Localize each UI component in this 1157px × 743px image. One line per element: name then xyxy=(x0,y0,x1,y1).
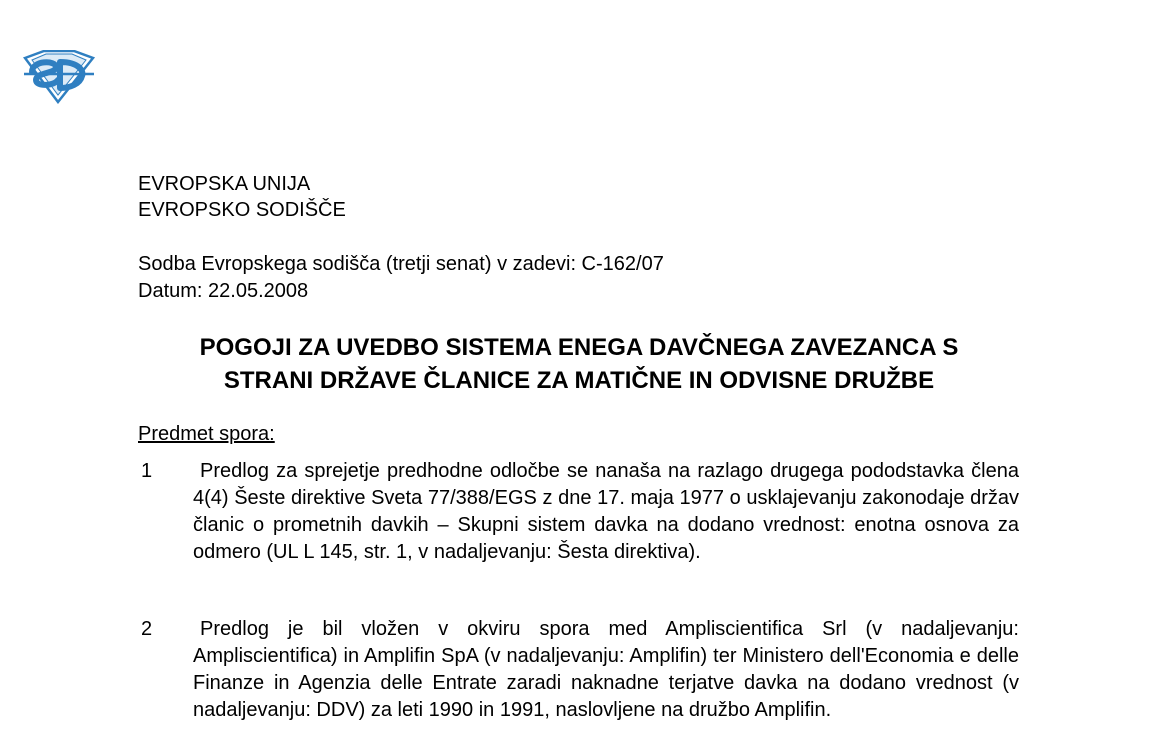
court-header xyxy=(138,171,346,223)
title-line-1: POGOJI ZA UVEDBO SISTEMA ENEGA DAVČNEGA ZAVEZANCA S xyxy=(199,334,959,361)
paragraph-number: 2 xyxy=(141,618,153,640)
paragraph-text: Predlog za sprejetje predhodne odločbe se nanaša na razlago drugega pododstavka člena 4(4) Šeste direktive Sveta 77/388/EGS z dne 17. maja 1977 o usklajevanju zakonodaje držav članic o prometnih davkih – Skupni sistem davka na dodano vrednost: enotna osnova za odmero (UL L 145, str. 1, v nadaljevanju: Šesta direktiva). xyxy=(193,460,1019,563)
title-line-2: STRANI DRŽAVE ČLANICE ZA MATIČNE IN ODVISNE DRUŽBE xyxy=(223,367,935,394)
sd-shield-logo-icon xyxy=(22,50,96,104)
paragraph-text: Predlog je bil vložen v okviru spora med Ampliscientifica Srl (v nadaljevanju: Ampliscientifica) in Amplifin SpA (v nadaljevanju: Amplifin) ter Ministero dell'Economia e delle Finanze in Agenzia delle Entrate zaradi naknadne terjatve davka na dodano vrednost (v nadaljevanju: DDV) za leti 1990 in 1991, naslovljene na družbo Amplifin. xyxy=(193,618,1019,721)
case-info xyxy=(138,251,664,305)
case-reference: Sodba Evropskega sodišča (tretji senat) v zadevi: C-162/07 xyxy=(138,253,664,275)
case-date: Datum: 22.05.2008 xyxy=(138,280,309,302)
paragraph-number: 1 xyxy=(141,460,153,482)
section-heading: Predmet spora: xyxy=(138,423,275,445)
header-line-court: EVROPSKO SODIŠČE xyxy=(138,199,346,221)
header-line-union: EVROPSKA UNIJA xyxy=(138,173,311,195)
document-title xyxy=(100,331,1058,397)
